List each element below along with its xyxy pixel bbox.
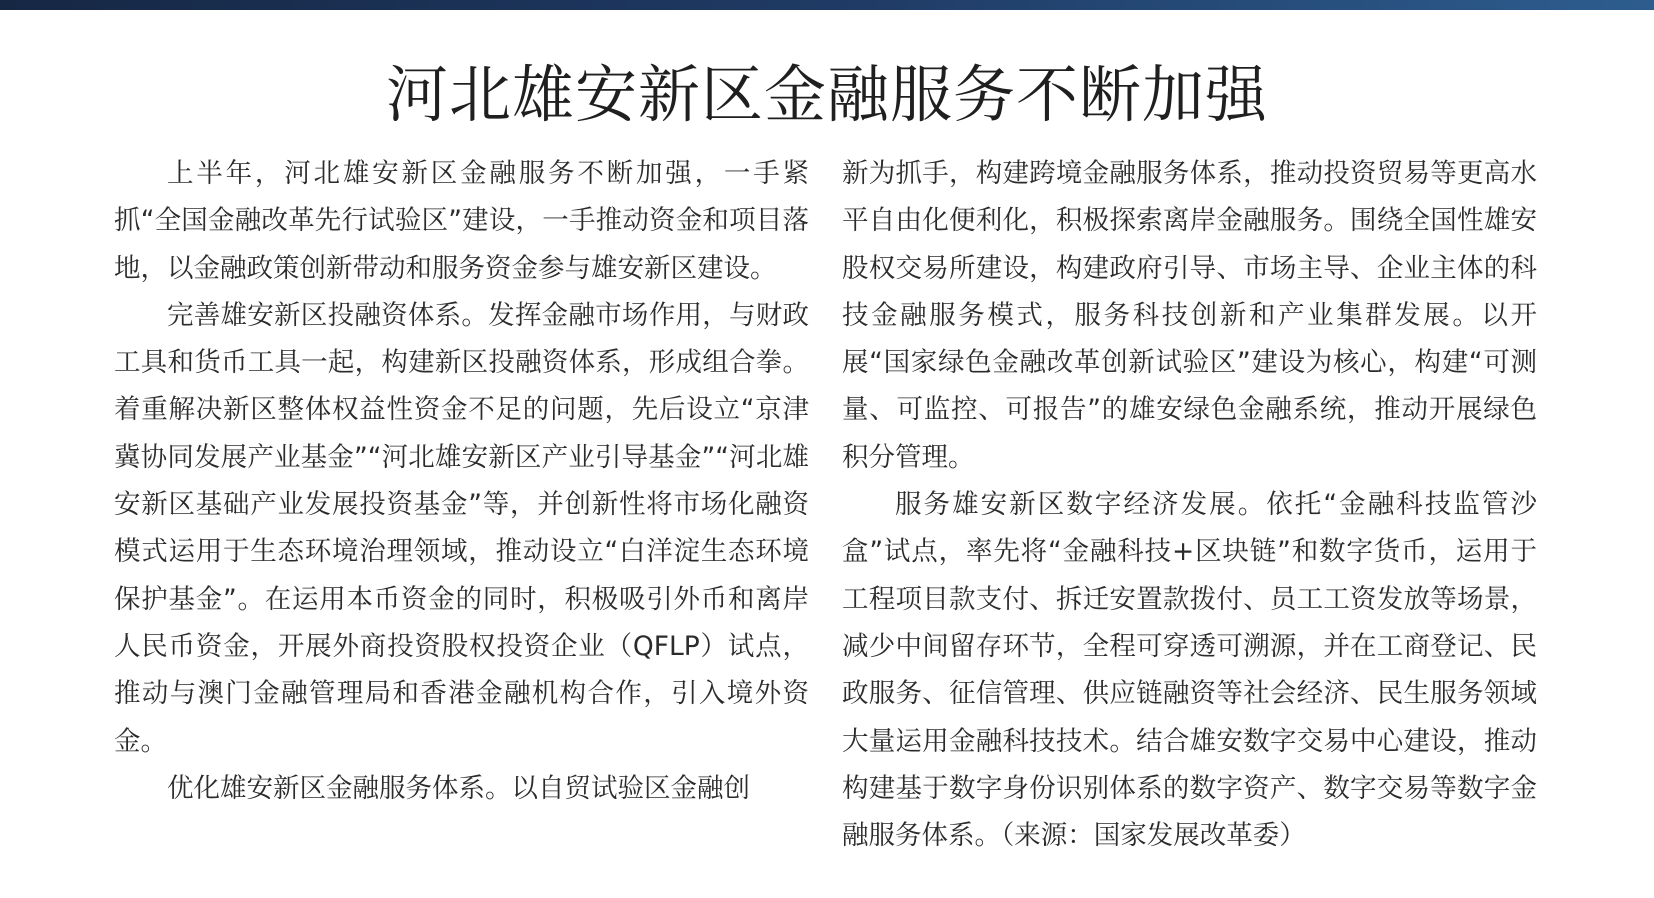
article-left-column	[114, 150, 809, 812]
article-right-column	[842, 150, 1537, 859]
top-accent-bar	[0, 0, 1654, 10]
paragraph-digital-economy: 服务雄安新区数字经济发展。依托“金融科技监管沙盒”试点，率先将“金融科技+区块链”和数字货币，运用于工程项目款支付、拆迁安置款拨付、员工工资发放等场景，减少中间留存环节，全程可穿透可溯源，并在工商登记、民政服务、征信管理、供应链融资等社会经济、民生服务领域大量运用金融科技技术。结合雄安数字交易中心建设，推动构建基于数字身份识别体系的数字资产、数字交易等数字金融服务体系。（来源：国家发展改革委）	[842, 489, 1537, 852]
article-title: 河北雄安新区金融服务不断加强	[385, 58, 1268, 131]
paragraph-investment-system: 完善雄安新区投融资体系。发挥金融市场作用，与财政工具和货币工具一起，构建新区投融资体系，形成组合拳。着重解决新区整体权益性资金不足的问题，先后设立“京津冀协同发展产业基金”“河北雄安新区产业引导基金”“河北雄安新区基础产业发展投资基金”等，并创新性将市场化融资模式运用于生态环境治理领域，推动设立“白洋淀生态环境保护基金”。在运用本币资金的同时，积极吸引外币和离岸人民币资金，开展外商投资股权投资企业（QFLP）试点，推动与澳门金融管理局和香港金融机构合作，引入境外资金。	[114, 299, 809, 757]
paragraph-intro: 上半年，河北雄安新区金融服务不断加强，一手紧抓“全国金融改革先行试验区”建设，一手推动资金和项目落地，以金融政策创新带动和服务资金参与雄安新区建设。	[114, 158, 809, 284]
paragraph-financial-service-cont: 新为抓手，构建跨境金融服务体系，推动投资贸易等更高水平自由化便利化，积极探索离岸金融服务。围绕全国性雄安股权交易所建设，构建政府引导、市场主导、企业主体的科技金融服务模式，服务科技创新和产业集群发展。以开展“国家绿色金融改革创新试验区”建设为核心，构建“可测量、可监控、可报告”的雄安绿色金融系统，推动开展绿色积分管理。	[842, 158, 1537, 473]
paragraph-financial-service-start: 优化雄安新区金融服务体系。以自贸试验区金融创	[167, 772, 750, 804]
